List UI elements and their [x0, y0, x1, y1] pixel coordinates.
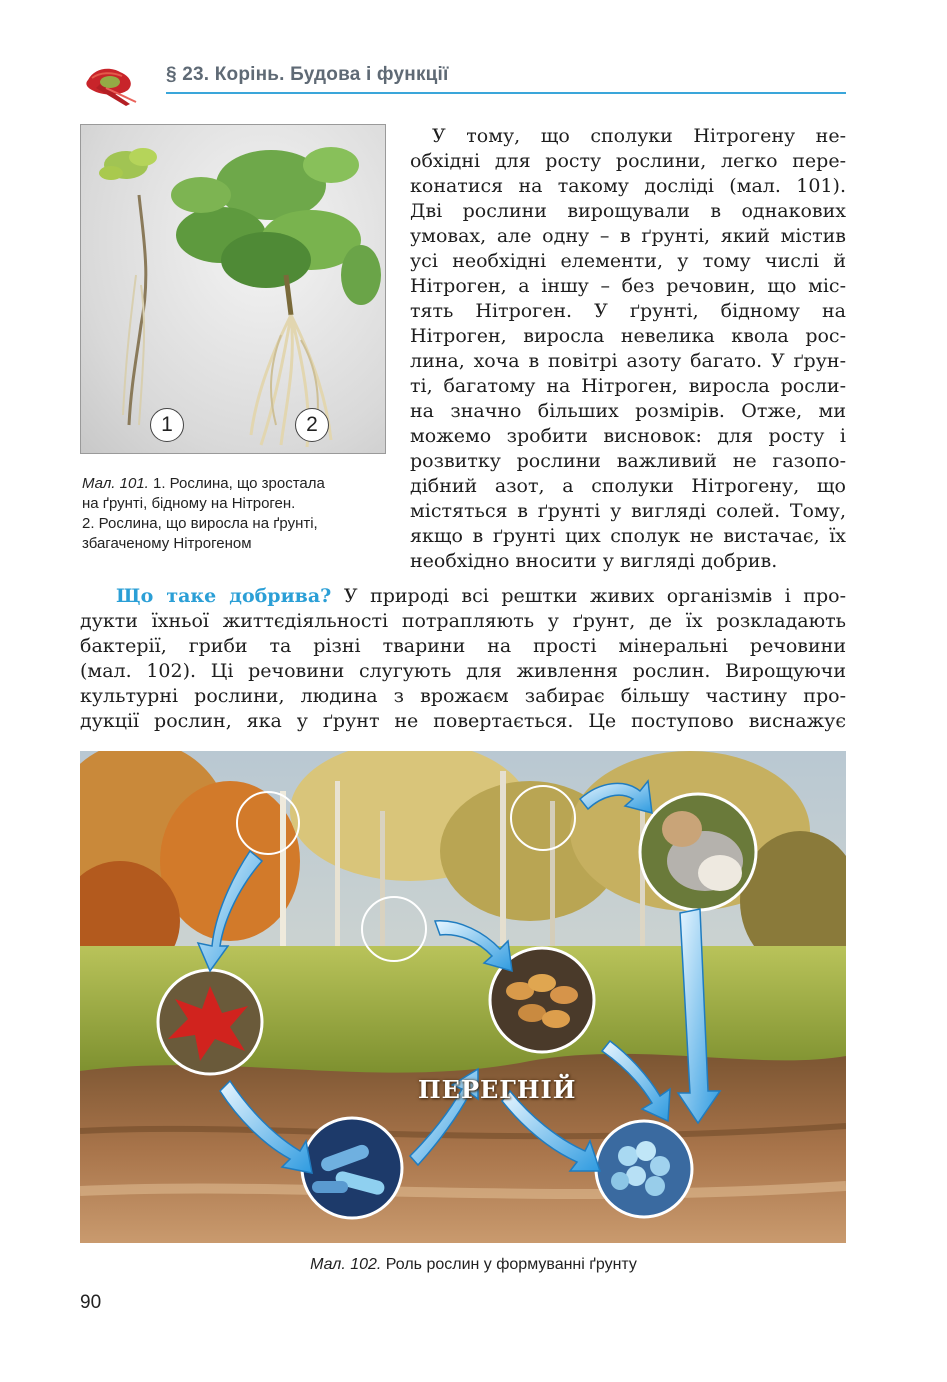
text-line: дукти їхньої життєдіяльності потрапляють у ґрунт, де їх розкладають [80, 610, 846, 632]
figure-101-caption-line: 1. Рослина, що зростала [148, 475, 325, 492]
text-line: тять Нітроген. У ґрунті, бідному на [410, 300, 846, 322]
text-line: бактерії, гриби та різні тварини на прості мінеральні речовини [80, 635, 846, 657]
text-line: обхідні для росту рослини, легко пере- [410, 150, 846, 172]
text-line: ті, багатому на Нітроген, виросла росли- [410, 375, 846, 397]
paragraph-fertilizers [80, 584, 846, 734]
text-line: конатися на такому досліді (мал. 101). [410, 175, 846, 197]
text-line: (мал. 102). Ці речовини слугують для живлення рослин. Вирощуючи [80, 660, 846, 682]
figure-102-caption-text: Роль рослин у формуванні ґрунту [381, 1256, 637, 1273]
text-line: можемо зробити висновок: для росту і [410, 425, 846, 447]
figure-101-caption [82, 474, 392, 554]
text-line: лина, хоча в повітрі азоту багато. У ґрун- [410, 350, 846, 372]
text-line: дібний азот, а сполуки Нітрогену, що [410, 475, 846, 497]
header-divider [166, 92, 846, 94]
figure-101-caption-line: збагаченому Нітрогеном [82, 535, 252, 552]
figure-101-caption-label: Мал. 101. [82, 475, 149, 492]
section-title: § 23. Корінь. Будова і функції [166, 64, 449, 85]
question-heading: Що таке добрива? [116, 585, 332, 607]
text-line: культурні рослини, людина з врожаєм забирає більшу частину про- [80, 685, 846, 707]
text-line: якщо в ґрунті цих сполук не вистачає, їх [410, 525, 846, 547]
text-line: на значно більших розмірів. Отже, ми [410, 400, 846, 422]
figure-102-caption-label: Мал. 102. [310, 1256, 382, 1273]
figure-102-illustration [80, 751, 846, 1243]
figure-102-caption [0, 1256, 947, 1274]
text-line: У тому, що сполуки Нітрогену не- [432, 125, 846, 147]
paragraph-nitrogen-experiment [410, 124, 846, 574]
figure-101-photo [80, 124, 386, 454]
text-line: дукції рослин, яка у ґрунт не повертається. Це поступово виснажує [80, 710, 846, 732]
figure-101-badge-1: 1 [150, 408, 184, 442]
humus-label: ПЕРЕГНІЙ [418, 1075, 577, 1104]
page-number: 90 [80, 1292, 102, 1313]
figure-101-caption-line: на ґрунті, бідному на Нітроген. [82, 495, 296, 512]
text-fragment: У природі всі рештки живих організмів і про- [331, 585, 846, 607]
text-line: усі необхідні елементи, у тому числі й [410, 250, 846, 272]
text-line: умовах, але одну – в ґрунті, який містив [410, 225, 846, 247]
figure-101-caption-line: 2. Рослина, що виросла на ґрунті, [82, 515, 318, 532]
text-line: Нітроген, виросла невелика квола рос- [410, 325, 846, 347]
beet-root-icon [80, 62, 138, 108]
text-line: розвитку рослини важливий не газопо- [410, 450, 846, 472]
text-line: Нітроген, а іншу – без речовин, що міс- [410, 275, 846, 297]
text-line: Дві рослини вирощували в однакових [410, 200, 846, 222]
figure-101-badge-2: 2 [295, 408, 329, 442]
text-line [80, 584, 846, 609]
text-line: необхідно вносити у вигляді добрив. [410, 550, 778, 572]
text-line: містяться в ґрунті у вигляді солей. Тому, [410, 500, 846, 522]
